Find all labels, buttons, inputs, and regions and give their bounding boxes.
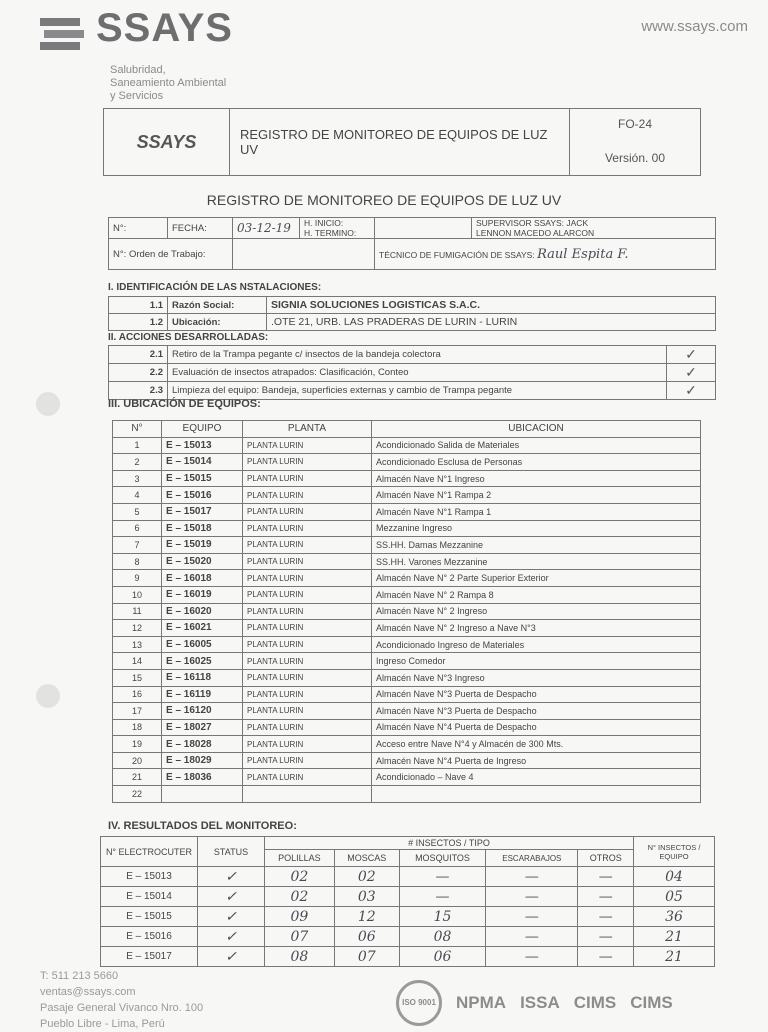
equipment-row-planta: PLANTA LURIN	[243, 503, 372, 520]
equipment-row-n: 10	[113, 586, 162, 603]
iso-seal-icon: ISO 9001	[396, 980, 442, 1026]
col-electrocuter: N° ELECTROCUTER	[101, 837, 198, 867]
equipment-row-ubicacion: SS.HH. Damas Mezzanine	[372, 537, 701, 554]
equipment-row-equipo: E – 15013	[162, 437, 243, 454]
equipment-row	[113, 686, 701, 703]
equipment-row-planta: PLANTA LURIN	[243, 520, 372, 537]
equipment-row-planta: PLANTA LURIN	[243, 653, 372, 670]
equipment-row-ubicacion: Almacén Nave N°1 Rampa 1	[372, 503, 701, 520]
equipment-row-equipo: E – 15020	[162, 553, 243, 570]
action-row: 2.3 Limpieza del equipo: Bandeja, superficies externas y cambio de Trampa pegante ✓	[109, 382, 716, 400]
supervisor: SUPERVISOR SSAYS: JACK LENNON MACEDO ALARCON	[472, 218, 716, 239]
footer-contact	[40, 968, 203, 1032]
footer-city: Pueblo Libre - Lima, Perú	[40, 1018, 165, 1030]
result-row	[101, 947, 715, 967]
equipment-row-planta: PLANTA LURIN	[243, 603, 372, 620]
footer-phone: T: 511 213 5660	[40, 970, 119, 982]
result-row-status: ✓	[198, 907, 265, 927]
section-1-title: I. IDENTIFICACIÓN DE LAS NSTALACIONES:	[108, 282, 322, 293]
equipment-row-n: 5	[113, 503, 162, 520]
form-code-box	[570, 109, 700, 175]
col-planta: PLANTA	[243, 421, 372, 438]
results-table	[100, 836, 715, 967]
cims-gb-logo: CIMS	[630, 993, 673, 1012]
result-row-total: 21	[634, 947, 715, 967]
result-row-escarabajos: —	[486, 907, 578, 927]
section-4-title: IV. RESULTADOS DEL MONITOREO:	[108, 820, 297, 832]
equipment-row-equipo: E – 18036	[162, 769, 243, 786]
section-3-title: III. UBICACIÓN DE EQUIPOS:	[108, 398, 261, 410]
equipment-row	[113, 454, 701, 471]
result-row-status: ✓	[198, 927, 265, 947]
equipment-row-planta: PLANTA LURIN	[243, 553, 372, 570]
result-row	[101, 907, 715, 927]
result-row-equipo: E – 15015	[101, 907, 198, 927]
equipment-row-equipo	[162, 786, 243, 803]
result-row-status: ✓	[198, 887, 265, 907]
result-row-polillas: 02	[265, 867, 335, 887]
result-row-moscas: 03	[334, 887, 399, 907]
form-header-title: REGISTRO DE MONITOREO DE EQUIPOS DE LUZ UV	[230, 109, 570, 175]
form-code: FO-24	[617, 117, 652, 131]
razon-value: SIGNIA SOLUCIONES LOGISTICAS S.A.C.	[267, 297, 716, 314]
fecha-value: 03-12-19	[233, 218, 300, 239]
equipment-row-n: 9	[113, 570, 162, 587]
equipment-row-planta: PLANTA LURIN	[243, 686, 372, 703]
cims-logo: CIMS	[573, 993, 617, 1012]
equipment-row-equipo: E – 18028	[162, 736, 243, 753]
razon-label: Razón Social:	[168, 297, 267, 314]
equipment-row-ubicacion: Almacén Nave N°3 Ingreso	[372, 669, 701, 686]
form-logo: SSAYS	[104, 109, 230, 175]
action-row: 2.1 Retiro de la Trampa pegante c/ insectos de la bandeja colectora ✓	[109, 346, 716, 364]
equipment-row-ubicacion: Ingreso Comedor	[372, 653, 701, 670]
action-check: ✓	[667, 346, 716, 364]
result-row-otros: —	[578, 907, 634, 927]
equipment-row-equipo: E – 18027	[162, 719, 243, 736]
tecnico-signature: Raul Espita F.	[537, 246, 629, 262]
result-row-mosquitos: 08	[399, 927, 485, 947]
equipment-row	[113, 719, 701, 736]
equipment-row-equipo: E – 16025	[162, 653, 243, 670]
equipment-row-ubicacion: Almacén Nave N° 2 Parte Superior Exterior	[372, 570, 701, 587]
result-row-escarabajos: —	[486, 887, 578, 907]
result-row-total: 21	[634, 927, 715, 947]
equipment-row	[113, 553, 701, 570]
actions-table	[108, 345, 716, 400]
time-labels: H. INICIO: H. TERMINO:	[300, 218, 375, 239]
equipment-row-n: 4	[113, 487, 162, 504]
brand-logo-icon	[40, 14, 90, 54]
result-row-otros: —	[578, 887, 634, 907]
equipment-row-ubicacion: Acondicionado Ingreso de Materiales	[372, 636, 701, 653]
brand-name: SSAYS	[96, 6, 233, 50]
equipment-row-planta: PLANTA LURIN	[243, 537, 372, 554]
equipment-row	[113, 586, 701, 603]
equipment-row	[113, 537, 701, 554]
result-row-total: 36	[634, 907, 715, 927]
col-equipo: EQUIPO	[162, 421, 243, 438]
equipment-row-equipo: E – 18029	[162, 752, 243, 769]
result-row-mosquitos: —	[399, 887, 485, 907]
brand-tagline: Salubridad, Saneamiento Ambiental y Servicios	[110, 64, 227, 102]
result-row-polillas: 02	[265, 887, 335, 907]
equipment-row-planta: PLANTA LURIN	[243, 454, 372, 471]
action-check: ✓	[667, 382, 716, 400]
equipment-row-n: 14	[113, 653, 162, 670]
equipment-row-planta: PLANTA LURIN	[243, 470, 372, 487]
fecha-label: FECHA:	[168, 218, 233, 239]
time-values	[375, 218, 472, 239]
equipment-row-planta: PLANTA LURIN	[243, 703, 372, 720]
equipment-row-equipo: E – 16020	[162, 603, 243, 620]
result-row-status: ✓	[198, 867, 265, 887]
equipment-row-planta: PLANTA LURIN	[243, 487, 372, 504]
equipment-row-n: 8	[113, 553, 162, 570]
equipment-row-ubicacion: Almacén Nave N°1 Ingreso	[372, 470, 701, 487]
equipment-table	[112, 420, 701, 803]
tecnico-field: TÉCNICO DE FUMIGACIÓN DE SSAYS: Raul Espita F.	[375, 239, 716, 270]
punch-hole	[36, 684, 60, 708]
equipment-row	[113, 520, 701, 537]
equipment-row-equipo: E – 15014	[162, 454, 243, 471]
equipment-row-equipo: E – 16119	[162, 686, 243, 703]
equipment-row-equipo: E – 15017	[162, 503, 243, 520]
result-row-mosquitos: 06	[399, 947, 485, 967]
footer-email: ventas@ssays.com	[40, 986, 136, 998]
result-row-equipo: E – 15014	[101, 887, 198, 907]
equipment-row	[113, 769, 701, 786]
equipment-row-planta: PLANTA LURIN	[243, 570, 372, 587]
orden-value	[233, 239, 375, 270]
equipment-row-equipo: E – 16018	[162, 570, 243, 587]
equipment-row	[113, 653, 701, 670]
equipment-row-equipo: E – 15018	[162, 520, 243, 537]
equipment-row-n: 6	[113, 520, 162, 537]
col-total: N° INSECTOS / EQUIPO	[634, 837, 715, 867]
result-row-polillas: 09	[265, 907, 335, 927]
document-title: REGISTRO DE MONITOREO DE EQUIPOS DE LUZ UV	[206, 192, 562, 208]
punch-hole	[36, 392, 60, 416]
equipment-row-planta: PLANTA LURIN	[243, 719, 372, 736]
result-row-escarabajos: —	[486, 927, 578, 947]
equipment-row-planta: PLANTA LURIN	[243, 752, 372, 769]
section-2-title: II. ACCIONES DESARROLLADAS:	[108, 332, 269, 343]
result-row-polillas: 08	[265, 947, 335, 967]
result-row-moscas: 06	[334, 927, 399, 947]
equipment-row-ubicacion: Almacén Nave N° 2 Ingreso	[372, 603, 701, 620]
equipment-row-planta: PLANTA LURIN	[243, 586, 372, 603]
equipment-row-n: 7	[113, 537, 162, 554]
equipment-row-n: 22	[113, 786, 162, 803]
equipment-row-n: 19	[113, 736, 162, 753]
equipment-row-n: 2	[113, 454, 162, 471]
equipment-row	[113, 786, 701, 803]
equipment-row-ubicacion: SS.HH. Varones Mezzanine	[372, 553, 701, 570]
equipment-row-n: 15	[113, 669, 162, 686]
col-status: STATUS	[198, 837, 265, 867]
equipment-row-planta: PLANTA LURIN	[243, 620, 372, 637]
razon-num: 1.1	[109, 297, 168, 314]
equipment-row	[113, 570, 701, 587]
equipment-row	[113, 487, 701, 504]
equipment-row	[113, 752, 701, 769]
equipment-row-equipo: E – 16019	[162, 586, 243, 603]
result-row	[101, 927, 715, 947]
col-ubicacion: UBICACION	[372, 421, 701, 438]
equipment-row	[113, 503, 701, 520]
equipment-row-planta: PLANTA LURIN	[243, 736, 372, 753]
equipment-row	[113, 669, 701, 686]
equipment-row-ubicacion: Mezzanine Ingreso	[372, 520, 701, 537]
equipment-row-equipo: E – 15015	[162, 470, 243, 487]
result-row-equipo: E – 15013	[101, 867, 198, 887]
equipment-row	[113, 736, 701, 753]
issa-logo: ISSA	[520, 993, 560, 1012]
equipment-row	[113, 620, 701, 637]
col-insect-group: # INSECTOS / TIPO	[265, 837, 634, 850]
equipment-row-planta: PLANTA LURIN	[243, 636, 372, 653]
equipment-row-ubicacion: Acceso entre Nave N°4 y Almacén de 300 Mts.	[372, 736, 701, 753]
result-row-equipo: E – 15017	[101, 947, 198, 967]
equipment-row-equipo: E – 15019	[162, 537, 243, 554]
equipment-row-n: 21	[113, 769, 162, 786]
equipment-row-equipo: E – 16021	[162, 620, 243, 637]
equipment-row-n: 16	[113, 686, 162, 703]
identification-table	[108, 217, 716, 270]
installation-table	[108, 296, 716, 331]
equipment-row-ubicacion: Almacén Nave N° 2 Rampa 8	[372, 586, 701, 603]
form-version: Versión. 00	[604, 151, 666, 165]
equipment-row	[113, 703, 701, 720]
equipment-row-ubicacion: Almacén Nave N° 2 Ingreso a Nave N°3	[372, 620, 701, 637]
equipment-row-ubicacion: Almacén Nave N°4 Puerta de Ingreso	[372, 752, 701, 769]
equipment-row-planta: PLANTA LURIN	[243, 437, 372, 454]
equipment-row	[113, 437, 701, 454]
col-n: N°	[113, 421, 162, 438]
n-label: N°:	[109, 218, 168, 239]
equipment-row-ubicacion: Almacén Nave N°1 Rampa 2	[372, 487, 701, 504]
result-row	[101, 887, 715, 907]
equipment-row-n: 11	[113, 603, 162, 620]
col-moscas: MOSCAS	[334, 850, 399, 867]
col-escarabajos: ESCARABAJOS	[486, 850, 578, 867]
equipment-row-planta	[243, 786, 372, 803]
result-row-escarabajos: —	[486, 947, 578, 967]
certification-logos	[396, 980, 673, 1026]
result-row-status: ✓	[198, 947, 265, 967]
ubic-label: Ubicación:	[168, 314, 267, 331]
equipment-row-n: 17	[113, 703, 162, 720]
col-mosquitos: MOSQUITOS	[399, 850, 485, 867]
equipment-row-n: 20	[113, 752, 162, 769]
equipment-row-ubicacion: Acondicionado Esclusa de Personas	[372, 454, 701, 471]
result-row-moscas: 02	[334, 867, 399, 887]
action-check: ✓	[667, 364, 716, 382]
equipment-row-planta: PLANTA LURIN	[243, 769, 372, 786]
equipment-row-equipo: E – 16120	[162, 703, 243, 720]
result-row	[101, 867, 715, 887]
result-row-moscas: 07	[334, 947, 399, 967]
equipment-row-ubicacion: Almacén Nave N°3 Puerta de Despacho	[372, 686, 701, 703]
form-header	[103, 108, 701, 176]
result-row-mosquitos: 15	[399, 907, 485, 927]
website-url: www.ssays.com	[641, 18, 748, 35]
equipment-row-n: 12	[113, 620, 162, 637]
equipment-row-ubicacion	[372, 786, 701, 803]
result-row-otros: —	[578, 867, 634, 887]
equipment-row-equipo: E – 15016	[162, 487, 243, 504]
result-row-otros: —	[578, 947, 634, 967]
equipment-row-equipo: E – 16118	[162, 669, 243, 686]
equipment-row-ubicacion: Almacén Nave N°3 Puerta de Despacho	[372, 703, 701, 720]
ubic-value: .OTE 21, URB. LAS PRADERAS DE LURIN - LURIN	[267, 314, 716, 331]
result-row-mosquitos: —	[399, 867, 485, 887]
result-row-polillas: 07	[265, 927, 335, 947]
equipment-row-n: 13	[113, 636, 162, 653]
col-polillas: POLILLAS	[265, 850, 335, 867]
result-row-moscas: 12	[334, 907, 399, 927]
equipment-row	[113, 636, 701, 653]
equipment-row	[113, 470, 701, 487]
result-row-total: 04	[634, 867, 715, 887]
result-row-otros: —	[578, 927, 634, 947]
orden-label: N°: Orden de Trabajo:	[109, 239, 233, 270]
result-row-total: 05	[634, 887, 715, 907]
result-row-equipo: E – 15016	[101, 927, 198, 947]
equipment-row-ubicacion: Acondicionado Salida de Materiales	[372, 437, 701, 454]
ubic-num: 1.2	[109, 314, 168, 331]
equipment-row-n: 18	[113, 719, 162, 736]
npma-logo: NPMA	[456, 993, 507, 1012]
action-row: 2.2 Evaluación de insectos atrapados: Clasificación, Conteo ✓	[109, 364, 716, 382]
footer-address: Pasaje General Vivanco Nro. 100	[40, 1002, 204, 1014]
equipment-row-n: 3	[113, 470, 162, 487]
equipment-row-equipo: E – 16005	[162, 636, 243, 653]
equipment-row-ubicacion: Almacén Nave N°4 Puerta de Despacho	[372, 719, 701, 736]
col-otros: OTROS	[578, 850, 634, 867]
equipment-row-planta: PLANTA LURIN	[243, 669, 372, 686]
result-row-escarabajos: —	[486, 867, 578, 887]
equipment-row-n: 1	[113, 437, 162, 454]
equipment-row	[113, 603, 701, 620]
equipment-row-ubicacion: Acondicionado – Nave 4	[372, 769, 701, 786]
